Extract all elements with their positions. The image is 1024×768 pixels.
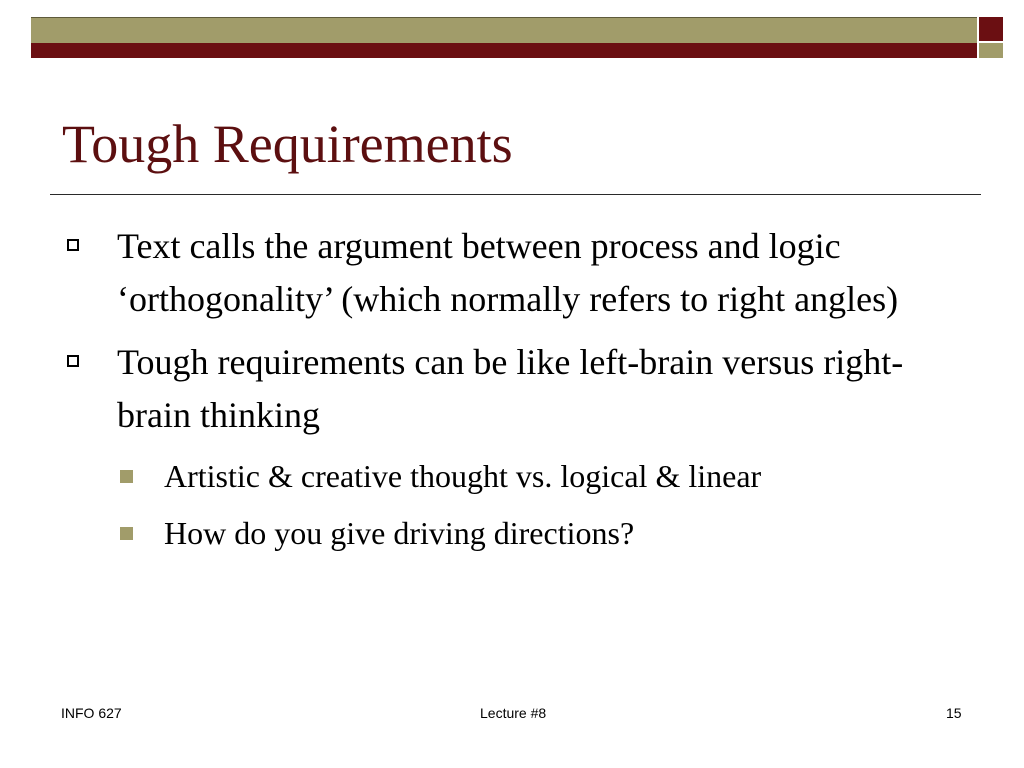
filled-square-bullet-icon — [120, 527, 133, 540]
header-maroon-square — [979, 17, 1003, 41]
sub-bullet-2 — [164, 505, 964, 562]
slide-content — [0, 220, 1024, 562]
hollow-square-bullet-icon — [67, 239, 79, 251]
sub-bullet-list — [0, 448, 1024, 562]
bullet-1-text: Text calls the argument between process and logic ‘orthogonality’ (which normally refers to right angles) — [117, 226, 899, 319]
slide-title: Tough Requirements — [62, 114, 513, 174]
bullet-1 — [117, 220, 947, 326]
header-olive-square — [979, 43, 1003, 58]
footer-page-number: 15 — [946, 705, 962, 721]
sub-bullet-1 — [164, 448, 964, 505]
header-olive-bar — [31, 17, 977, 44]
footer-course: INFO 627 — [61, 705, 122, 721]
header-maroon-bar — [31, 43, 977, 58]
bullet-2 — [117, 336, 947, 442]
title-divider — [50, 194, 981, 195]
sub-bullet-2-text: How do you give driving directions? — [164, 515, 635, 551]
bullet-2-text: Tough requirements can be like left-brain versus right-brain thinking — [117, 342, 904, 435]
footer-lecture: Lecture #8 — [480, 705, 547, 721]
filled-square-bullet-icon — [120, 470, 133, 483]
hollow-square-bullet-icon — [67, 355, 79, 367]
sub-bullet-1-text: Artistic & creative thought vs. logical & linear — [164, 458, 762, 494]
